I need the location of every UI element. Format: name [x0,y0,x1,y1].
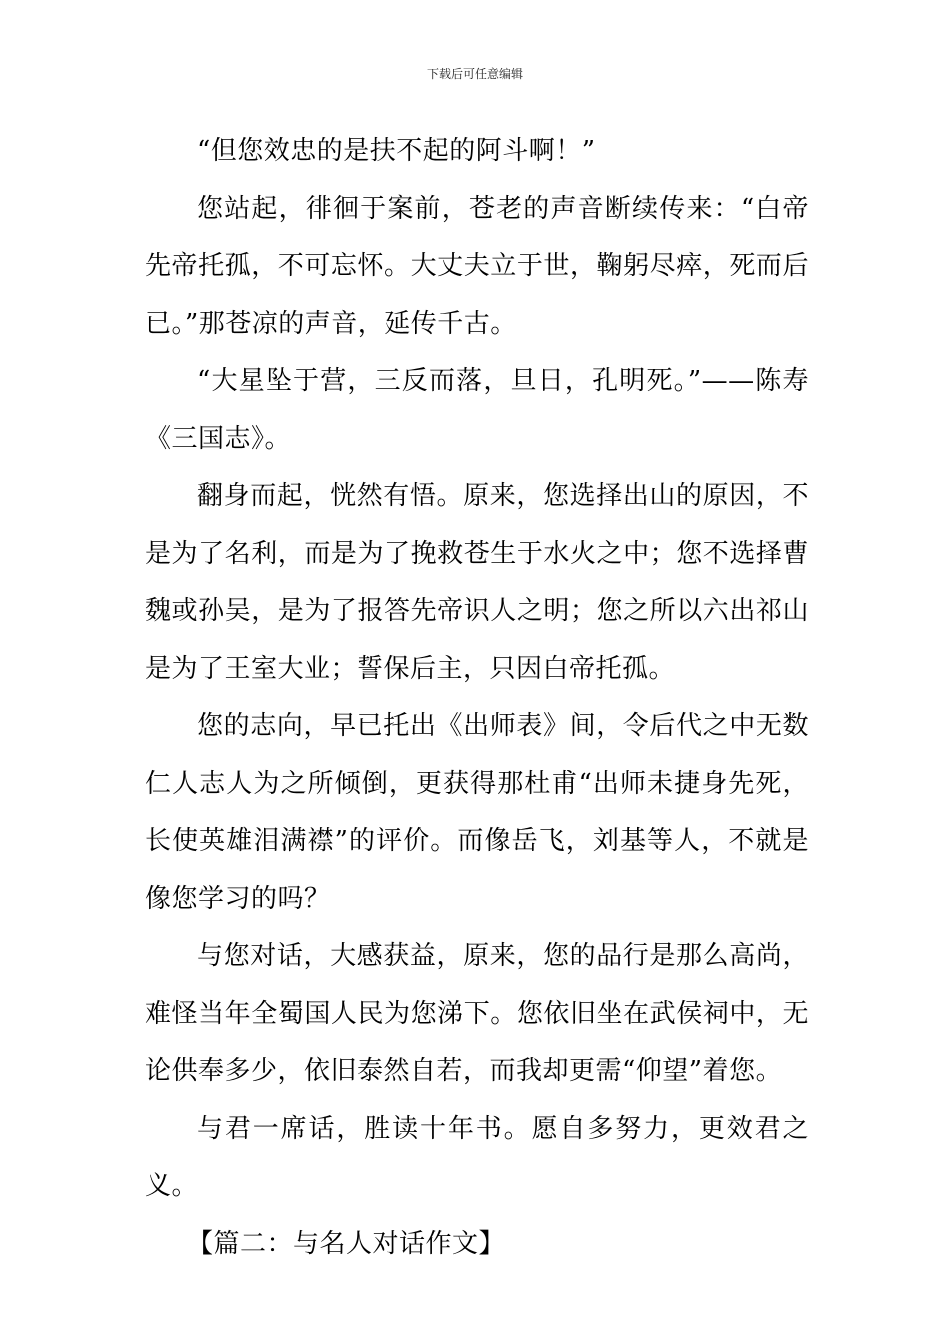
paragraph-7: 与君一席话，胜读十年书。愿自多努力，更效君之义。 [145,1113,809,1201]
paragraph-4: 翻身而起，恍然有悟。原来，您选择出山的原因，不是为了名利，而是为了挽救苍生于水火之中；您不选择曹魏或孙吴，是为了报答先帝识人之明；您之所以六出祁山是为了王室大业；誓保后主，只因白帝托孤。 [145,481,809,684]
paragraph-3: “大星坠于营，三反而落，旦日，孔明死。”——陈寿《三国志》。 [145,366,809,454]
paragraph-1: “但您效忠的是扶不起的阿斗啊！” [197,136,596,166]
paragraph-6: 与您对话，大感获益，原来，您的品行是那么高尚，难怪当年全蜀国人民为您涕下。您依旧坐在武侯祠中，无论供奉多少，依旧泰然自若，而我却更需“仰望”着您。 [145,941,809,1086]
paragraph-2: 您站起，徘徊于案前，苍老的声音断续传来：“白帝先帝托孤，不可忘怀。大丈夫立于世，鞠躬尽瘁，死而后已。”那苍凉的声音，延传千古。 [145,193,809,339]
page-header: 下载后可任意编辑 [426,67,523,81]
document-body [145,123,809,1273]
paragraph-5: 您的志向，早已托出《出师表》间，令后代之中无数仁人志人为之所倾倒，更获得那杜甫“出师未捷身先死，长使英雄泪满襟”的评价。而像岳飞，刘基等人，不就是像您学习的吗？ [145,711,809,914]
section-heading: 【篇二：与名人对话作文】 [187,1228,506,1259]
